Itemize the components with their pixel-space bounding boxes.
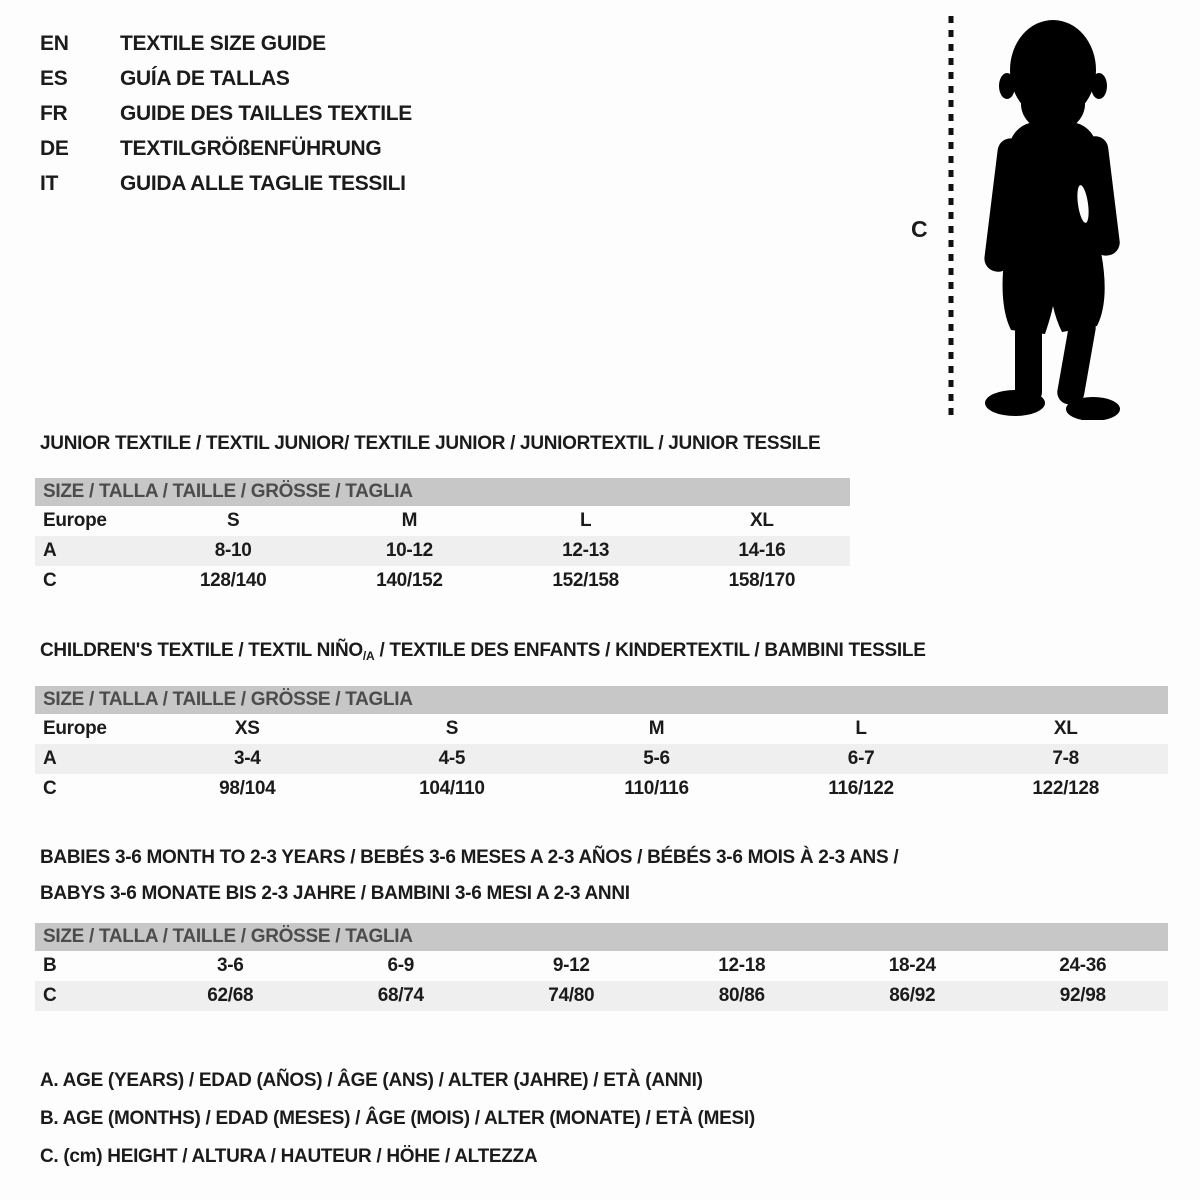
table-cell: 3-6 [216,955,244,976]
legend-line-a: A. AGE (YEARS) / EDAD (AÑOS) / ÂGE (ANS) / ALTER (JAHRE) / ETÀ (ANNI) [40,1070,703,1091]
table-cell: 12-13 [562,540,610,561]
table-cell: 8-10 [214,540,252,561]
guide-title: TEXTILGRÖßENFÜHRUNG [120,136,382,160]
row-label: C [43,570,57,591]
table-cell: XL [750,510,774,531]
guide-title: GUÍA DE TALLAS [120,66,290,90]
table-cell: M [648,718,665,739]
table-row [35,744,1168,774]
table-cell: 14-16 [738,540,786,561]
junior-size-table [35,478,850,596]
size-header-band: SIZE / TALLA / TAILLE / GRÖSSE / TAGLIA [35,923,1168,951]
row-label: Europe [43,718,107,739]
size-header-band: SIZE / TALLA / TAILLE / GRÖSSE / TAGLIA [35,478,850,506]
height-dashed-line [947,16,955,418]
row-label: A [43,540,57,561]
guide-title: TEXTILE SIZE GUIDE [120,31,326,55]
table-cell: 128/140 [199,570,267,591]
table-cell: 18-24 [888,955,936,976]
baby-silhouette-image [963,12,1143,420]
guide-title: GUIDA ALLE TAGLIE TESSILI [120,171,406,195]
table-cell: 3-4 [234,748,261,769]
language-row [40,131,412,166]
table-row [35,506,850,536]
children-size-table [35,686,1168,804]
table-cell: 6-9 [387,955,415,976]
table-cell: 152/158 [552,570,619,591]
baby-height-figure [905,8,1155,428]
row-label: Europe [43,510,107,531]
table-cell: S [226,510,240,531]
language-code: ES [40,66,68,90]
table-row [35,981,1168,1011]
table-cell: 68/74 [377,985,424,1006]
table-cell: 98/104 [219,778,276,799]
table-cell: 7-8 [1052,748,1079,769]
row-label: B [43,955,57,976]
table-row [35,714,1168,744]
table-cell: 62/68 [207,985,254,1006]
table-cell: 4-5 [438,748,466,769]
language-row [40,96,412,131]
babies-size-table [35,923,1168,1011]
table-cell: S [445,718,459,739]
table-cell: 24-36 [1059,955,1107,976]
table-cell: 9-12 [552,955,590,976]
table-row [35,566,850,596]
table-cell: 10-12 [385,540,433,561]
table-row [35,536,850,566]
size-header-band: SIZE / TALLA / TAILLE / GRÖSSE / TAGLIA [35,686,1168,714]
children-section-heading [40,640,926,663]
legend-line-b: B. AGE (MONTHS) / EDAD (MESES) / ÂGE (MOIS) / ALTER (MONATE) / ETÀ (MESI) [40,1108,755,1129]
height-c-label: C [911,216,928,242]
language-code: FR [40,101,68,125]
babies-heading-line1: BABIES 3-6 MONTH TO 2-3 YEARS / BEBÉS 3-6 MESES A 2-3 AÑOS / BÉBÉS 3-6 MOIS À 2-3 ANS / [40,847,899,868]
table-cell: 110/116 [624,778,689,799]
measurement-legend [40,1062,755,1176]
table-cell: L [855,718,867,739]
table-cell: 140/152 [376,570,443,591]
table-cell: 5-6 [643,748,670,769]
language-row [40,26,412,61]
language-code: DE [40,136,69,160]
table-cell: L [579,510,592,531]
table-cell: 74/80 [548,985,595,1006]
legend-line-c: C. (cm) HEIGHT / ALTURA / HAUTEUR / HÖHE / ALTEZZA [40,1146,538,1167]
language-title-list [40,26,412,201]
table-cell: 80/86 [718,985,765,1006]
children-heading-main: CHILDREN'S TEXTILE / TEXTIL NIÑO [40,640,363,661]
table-cell: 92/98 [1059,985,1106,1006]
language-row [40,61,412,96]
babies-section-heading [40,840,898,912]
language-code: EN [40,31,69,55]
table-cell: 12-18 [718,955,766,976]
row-label: C [43,985,57,1006]
table-cell: 104/110 [419,778,485,799]
table-cell: XS [234,718,260,739]
babies-heading-line2: BABYS 3-6 MONATE BIS 2-3 JAHRE / BAMBINI 3-6 MESI A 2-3 ANNI [40,883,630,904]
table-cell: 116/122 [828,778,894,799]
row-label: A [43,748,57,769]
table-cell: XL [1053,718,1078,739]
table-cell: 86/92 [889,985,936,1006]
table-row [35,951,1168,981]
children-heading-subscript: /A [362,649,375,663]
language-row [40,166,412,201]
table-cell: 158/170 [728,570,796,591]
row-label: C [43,778,57,799]
table-cell: 122/128 [1032,778,1099,799]
language-code: IT [40,171,59,195]
children-heading-rest: / TEXTILE DES ENFANTS / KINDERTEXTIL / BAMBINI TESSILE [374,640,926,661]
table-cell: M [401,510,418,531]
table-cell: 6-7 [847,748,875,769]
junior-section-heading: JUNIOR TEXTILE / TEXTIL JUNIOR/ TEXTILE JUNIOR / JUNIORTEXTIL / JUNIOR TESSILE [40,433,821,454]
table-row [35,774,1168,804]
guide-title: GUIDE DES TAILLES TEXTILE [120,101,412,125]
